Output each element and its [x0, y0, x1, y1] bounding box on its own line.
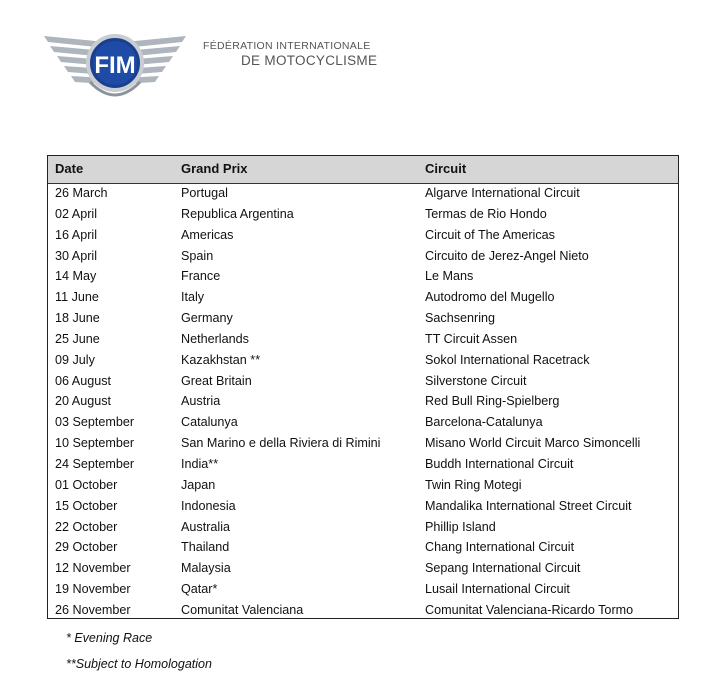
cell-grand-prix: Italy [181, 290, 205, 305]
cell-grand-prix: France [181, 269, 221, 284]
note-homologation: **Subject to Homologation [66, 657, 212, 671]
organization-name [203, 40, 377, 68]
cell-circuit: Mandalika International Street Circuit [425, 498, 632, 513]
logo-text: FIM [94, 52, 136, 79]
cell-date: 11 June [55, 290, 99, 305]
table-row [48, 497, 678, 518]
table-row [48, 392, 678, 413]
cell-circuit: TT Circuit Assen [425, 331, 518, 346]
table-row [48, 413, 678, 434]
cell-circuit: Le Mans [425, 269, 474, 284]
cell-date: 25 June [55, 331, 100, 346]
cell-date: 06 August [55, 373, 112, 388]
cell-date: 03 September [55, 415, 135, 430]
cell-circuit: Sokol International Racetrack [425, 352, 590, 367]
cell-grand-prix: Catalunya [181, 415, 238, 430]
cell-date: 14 May [55, 269, 97, 284]
table-row [48, 184, 678, 205]
cell-date: 26 November [55, 602, 131, 617]
cell-circuit: Sachsenring [425, 311, 496, 326]
cell-grand-prix: Spain [181, 248, 214, 263]
cell-circuit: Twin Ring Motegi [425, 477, 522, 492]
cell-circuit: Phillip Island [425, 519, 496, 534]
cell-grand-prix: India** [181, 456, 219, 471]
cell-grand-prix: Qatar* [181, 582, 218, 597]
cell-grand-prix: Austria [181, 394, 221, 409]
cell-circuit: Barcelona-Catalunya [425, 415, 543, 430]
fim-logo [40, 26, 190, 110]
table-row [48, 309, 678, 330]
table-row [48, 372, 678, 393]
cell-circuit: Sepang International Circuit [425, 561, 581, 576]
cell-date: 10 September [55, 436, 135, 451]
calendar-table [47, 155, 679, 619]
cell-date: 01 October [55, 477, 118, 492]
cell-grand-prix: Thailand [181, 540, 230, 555]
column-header-circuit: Circuit [425, 161, 467, 176]
cell-date: 15 October [55, 498, 118, 513]
column-header-date: Date [55, 161, 84, 176]
cell-circuit: Comunitat Valenciana-Ricardo Tormo [425, 602, 634, 617]
org-name-line2: DE MOTOCYCLISME [241, 53, 378, 68]
table-body [48, 184, 678, 622]
table-row [48, 476, 678, 497]
table-row [48, 434, 678, 455]
cell-grand-prix: Germany [181, 311, 233, 326]
table-row [48, 351, 678, 372]
cell-grand-prix: Comunitat Valenciana [181, 602, 304, 617]
cell-circuit: Circuit of The Americas [425, 227, 555, 242]
cell-date: 24 September [55, 456, 135, 471]
cell-grand-prix: San Marino e della Riviera di Rimini [181, 436, 381, 451]
table-row [48, 267, 678, 288]
cell-grand-prix: Malaysia [181, 561, 231, 576]
cell-date: 26 March [55, 186, 108, 200]
org-name-line1: FÉDÉRATION INTERNATIONALE [203, 40, 371, 52]
cell-date: 29 October [55, 540, 118, 555]
cell-date: 12 November [55, 561, 131, 576]
table-row [48, 288, 678, 309]
cell-circuit: Buddh International Circuit [425, 456, 574, 471]
cell-grand-prix: Great Britain [181, 373, 252, 388]
cell-circuit: Autodromo del Mugello [425, 290, 555, 305]
cell-circuit: Chang International Circuit [425, 540, 575, 555]
cell-circuit: Misano World Circuit Marco Simoncelli [425, 436, 641, 451]
cell-grand-prix: Republica Argentina [181, 206, 294, 221]
cell-date: 20 August [55, 394, 112, 409]
cell-circuit: Lusail International Circuit [425, 582, 570, 597]
table-row [48, 559, 678, 580]
table-row [48, 601, 678, 622]
cell-grand-prix: Japan [181, 477, 216, 492]
table-row [48, 455, 678, 476]
table-row [48, 580, 678, 601]
table-row [48, 330, 678, 351]
cell-date: 19 November [55, 582, 131, 597]
cell-grand-prix: Americas [181, 227, 234, 242]
cell-grand-prix: Portugal [181, 186, 228, 200]
cell-circuit: Red Bull Ring-Spielberg [425, 394, 560, 409]
table-row [48, 518, 678, 539]
column-header-grand-prix: Grand Prix [181, 161, 248, 176]
cell-date: 09 July [55, 352, 95, 367]
cell-circuit: Circuito de Jerez-Angel Nieto [425, 248, 589, 263]
cell-date: 22 October [55, 519, 118, 534]
table-row [48, 226, 678, 247]
table-row [48, 247, 678, 268]
cell-circuit: Silverstone Circuit [425, 373, 527, 388]
note-evening-race: * Evening Race [66, 631, 153, 645]
table-header-row [48, 156, 678, 184]
table-row [48, 205, 678, 226]
cell-date: 16 April [55, 227, 98, 242]
cell-grand-prix: Kazakhstan ** [181, 352, 261, 367]
cell-date: 18 June [55, 311, 100, 326]
cell-grand-prix: Netherlands [181, 331, 249, 346]
table-row [48, 538, 678, 559]
cell-grand-prix: Indonesia [181, 498, 236, 513]
cell-date: 30 April [55, 248, 98, 263]
cell-date: 02 April [55, 206, 98, 221]
cell-grand-prix: Australia [181, 519, 230, 534]
cell-circuit: Algarve International Circuit [425, 186, 580, 200]
cell-circuit: Termas de Rio Hondo [425, 206, 547, 221]
